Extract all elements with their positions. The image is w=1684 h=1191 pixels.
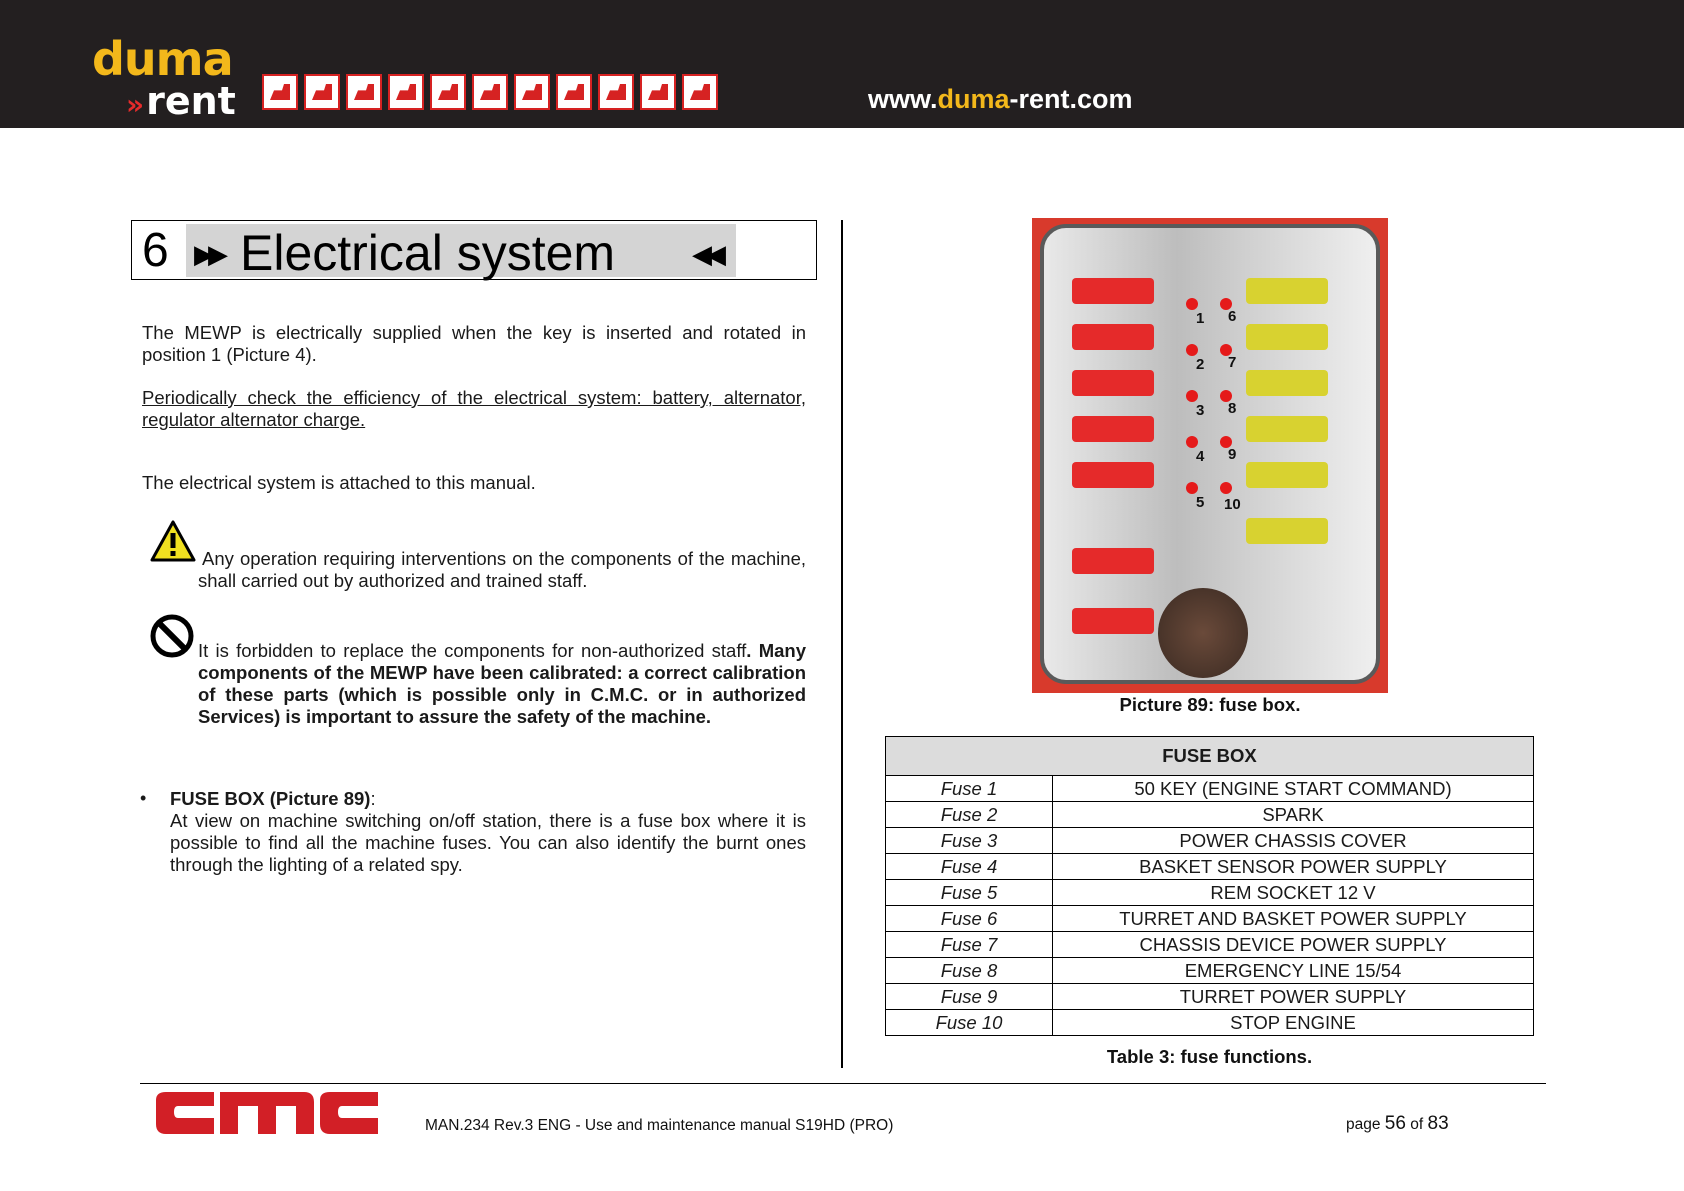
- boom-lift-icon: [598, 74, 634, 110]
- fuse-number-cell: Fuse 2: [886, 802, 1053, 828]
- machine-icons-strip: [262, 74, 718, 110]
- fuse-function-cell: CHASSIS DEVICE POWER SUPPLY: [1053, 932, 1534, 958]
- forbidden-text-bold: Many components of the MEWP have been calibrated: a correct calibration of these parts (which is possible only in C.M.C. or in authorized Services) is important to assure the safety of the machine.: [198, 640, 806, 727]
- fuse-number-cell: Fuse 10: [886, 1010, 1053, 1036]
- forbidden-text: It is forbidden to replace the components for non-authorized staff. Many components of the MEWP have been calibrated: a correct calibration of these parts (which is possible only in C.M.C. or in authorized Services) is important to assure the safety of the machine.: [198, 640, 806, 727]
- site-brand: duma: [937, 84, 1010, 114]
- fuse-label: 2: [1196, 356, 1205, 373]
- fuse-function-cell: 50 KEY (ENGINE START COMMAND): [1053, 776, 1534, 802]
- fuse-label: 4: [1196, 448, 1205, 465]
- fuse-label: 9: [1228, 446, 1237, 463]
- spy-led: [1186, 436, 1198, 448]
- cmc-logo: [152, 1088, 380, 1138]
- site-suffix: -rent.com: [1009, 84, 1133, 114]
- roller-icon: [472, 74, 508, 110]
- fuse-yellow: [1246, 416, 1328, 442]
- fuse-red: [1072, 548, 1154, 574]
- of-word: of: [1410, 1116, 1424, 1133]
- page-title: Electrical system: [240, 225, 616, 281]
- skid-steer-icon: [262, 74, 298, 110]
- fuse-function-cell: BASKET SENSOR POWER SUPPLY: [1053, 854, 1534, 880]
- fuse-function-cell: SPARK: [1053, 802, 1534, 828]
- document-reference: MAN.234 Rev.3 ENG - Use and maintenance manual S19HD (PRO): [425, 1117, 894, 1134]
- fuse-label: 5: [1196, 494, 1205, 511]
- footer-rule: [140, 1083, 1546, 1084]
- table-row: [886, 880, 1534, 906]
- truck-platform-icon: [682, 74, 718, 110]
- forbidden-text-normal: It is forbidden to replace the components for non-authorized staff: [198, 640, 747, 661]
- double-arrow-left-icon: ◀◀: [692, 239, 720, 269]
- website-url[interactable]: [868, 84, 1133, 115]
- forbidden-icon: [148, 614, 196, 658]
- chevron-icon: »: [126, 88, 145, 121]
- logo-rent: [126, 79, 236, 124]
- fuse-label: 7: [1228, 354, 1237, 371]
- double-arrow-right-icon: ▶▶: [194, 239, 222, 269]
- fuse-box-bullet-title: FUSE BOX (Picture 89): [170, 788, 371, 809]
- fuse-functions-table: [885, 736, 1534, 1036]
- fuse-label: 10: [1224, 496, 1241, 513]
- paragraph-periodic-check: Periodically check the efficiency of the electrical system: battery, alternator, regulator alternator charge.: [142, 387, 806, 430]
- table-row: [886, 854, 1534, 880]
- spy-led: [1186, 298, 1198, 310]
- fuse-yellow: [1246, 370, 1328, 396]
- fuse-label: 1: [1196, 310, 1205, 327]
- fuse-box-bullet: [170, 788, 806, 876]
- fuse-red: [1072, 278, 1154, 304]
- table-header: FUSE BOX: [886, 737, 1534, 776]
- picture-caption: Picture 89: fuse box.: [1119, 694, 1301, 715]
- table-row: [886, 1010, 1534, 1036]
- table-row: [886, 828, 1534, 854]
- page-indicator: [1346, 1113, 1449, 1135]
- warning-text: Any operation requiring interventions on the components of the machine, shall carried out by authorized and trained staff.: [198, 548, 806, 591]
- section-title-band: [186, 224, 736, 281]
- fuse-red: [1072, 324, 1154, 350]
- fuse-label: 3: [1196, 402, 1205, 419]
- fuse-box-bullet-text: At view on machine switching on/off station, there is a fuse box where it is possible to find all the machine fuses. You can also identify the burnt ones through the lighting of a related spy.: [170, 810, 806, 875]
- fuse-label: 8: [1228, 400, 1237, 417]
- fuse-red: [1072, 370, 1154, 396]
- fuse-red: [1072, 608, 1154, 634]
- fuse-number-cell: Fuse 6: [886, 906, 1053, 932]
- fuse-function-cell: POWER CHASSIS COVER: [1053, 828, 1534, 854]
- crane-icon: [514, 74, 550, 110]
- fuse-number-cell: Fuse 9: [886, 984, 1053, 1010]
- articulated-lift-icon: [640, 74, 676, 110]
- fuse-function-cell: STOP ENGINE: [1053, 1010, 1534, 1036]
- scissor-lift-icon: [346, 74, 382, 110]
- logo-rent-text: rent: [146, 79, 236, 123]
- spy-led: [1186, 482, 1198, 494]
- fuse-yellow: [1246, 518, 1328, 544]
- duma-rent-logo[interactable]: [92, 32, 236, 124]
- paragraph-supply: The MEWP is electrically supplied when the key is inserted and rotated in position 1 (Picture 4).: [142, 322, 806, 365]
- table-row: [886, 802, 1534, 828]
- header-bar: [0, 0, 1684, 128]
- fuse-yellow: [1246, 278, 1328, 304]
- warning-icon: [150, 520, 196, 562]
- fuse-number-cell: Fuse 4: [886, 854, 1053, 880]
- site-prefix: www.: [868, 84, 938, 114]
- table-caption: Table 3: fuse functions.: [1106, 1046, 1313, 1067]
- paragraph-attached: The electrical system is attached to this manual.: [142, 472, 536, 493]
- fuse-function-cell: EMERGENCY LINE 15/54: [1053, 958, 1534, 984]
- page-word: page: [1346, 1116, 1381, 1133]
- fuse-function-cell: REM SOCKET 12 V: [1053, 880, 1534, 906]
- fuse-function-cell: TURRET AND BASKET POWER SUPPLY: [1053, 906, 1534, 932]
- table-row: [886, 932, 1534, 958]
- table-row: [886, 776, 1534, 802]
- bullet-icon: •: [140, 788, 147, 808]
- section-number: 6: [142, 224, 169, 277]
- table-row: [886, 906, 1534, 932]
- fuse-red: [1072, 416, 1154, 442]
- fuse-number-cell: Fuse 1: [886, 776, 1053, 802]
- fuse-function-cell: TURRET POWER SUPPLY: [1053, 984, 1534, 1010]
- fuse-number-cell: Fuse 8: [886, 958, 1053, 984]
- cover-knob: [1158, 588, 1248, 678]
- spy-led: [1186, 390, 1198, 402]
- page-total: 83: [1427, 1113, 1449, 1134]
- page-number: 56: [1384, 1113, 1406, 1134]
- table-row: [886, 958, 1534, 984]
- fuse-number-cell: Fuse 7: [886, 932, 1053, 958]
- backhoe-icon: [430, 74, 466, 110]
- fuse-box-photo: [1032, 218, 1388, 693]
- section-title-box: [131, 220, 817, 280]
- bullet-colon: :: [370, 788, 376, 809]
- excavator-icon: [556, 74, 592, 110]
- fuse-number-cell: Fuse 5: [886, 880, 1053, 906]
- fuse-number-cell: Fuse 3: [886, 828, 1053, 854]
- table-row: [886, 984, 1534, 1010]
- telehandler-icon: [388, 74, 424, 110]
- fuse-yellow: [1246, 462, 1328, 488]
- forklift-icon: [304, 74, 340, 110]
- spy-led: [1220, 482, 1232, 494]
- fuse-label: 6: [1228, 308, 1237, 325]
- fuse-red: [1072, 462, 1154, 488]
- spy-led: [1186, 344, 1198, 356]
- logo-duma: duma: [92, 32, 233, 86]
- column-divider: [841, 220, 843, 1068]
- fuse-yellow: [1246, 324, 1328, 350]
